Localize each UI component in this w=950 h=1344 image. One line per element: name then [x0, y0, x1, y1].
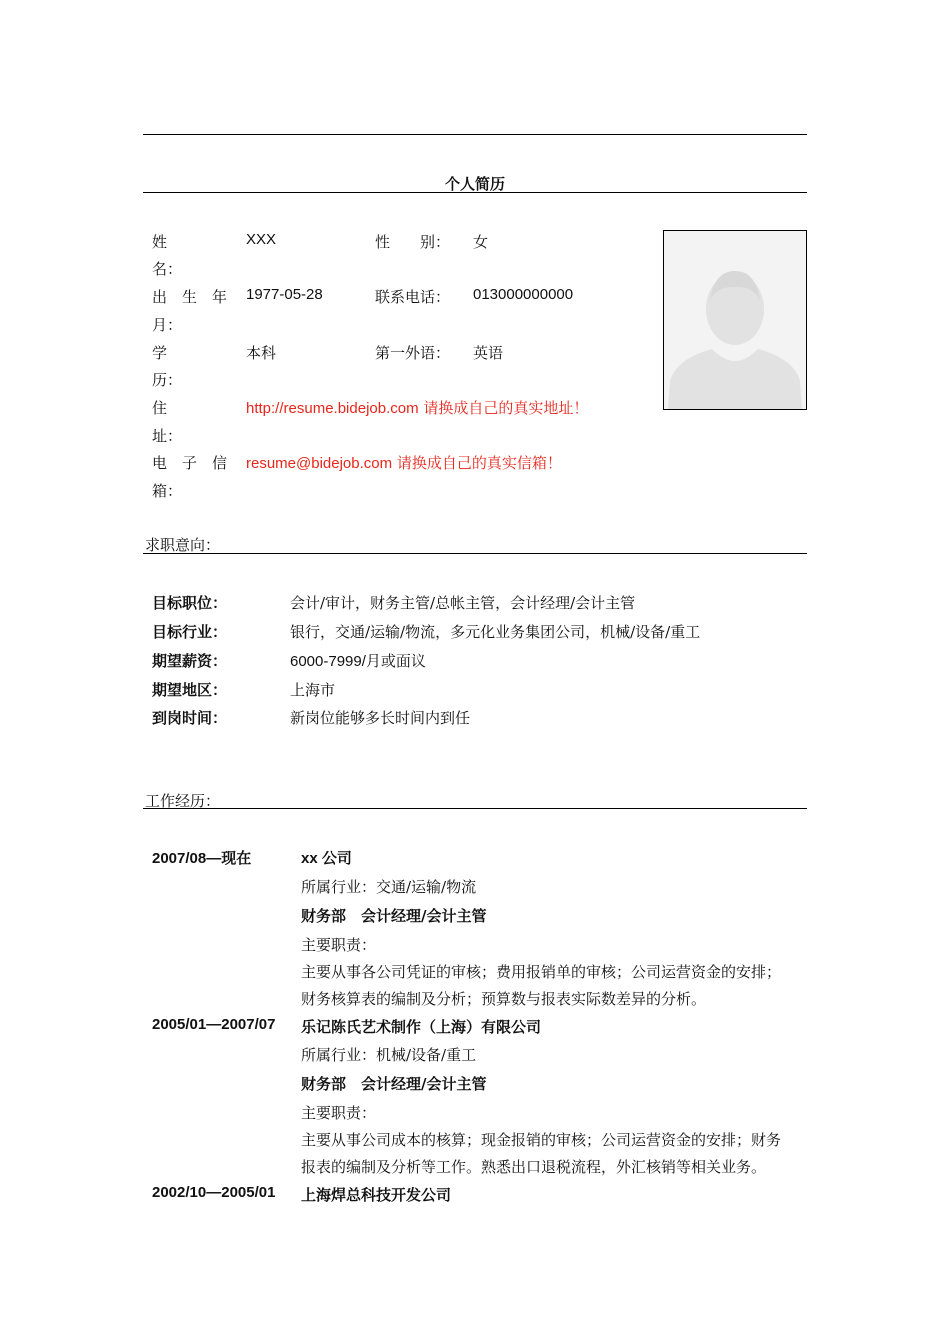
intent-label-industry: 目标行业： — [152, 623, 228, 641]
birth-label: 出 生 年 — [152, 288, 228, 306]
intent-value-industry: 银行，交通/运输/物流，多元化业务集团公司，机械/设备/重工 — [290, 623, 701, 641]
page-title: 个人简历 — [444, 175, 505, 193]
title-rule — [143, 192, 807, 193]
lang-value: 英语 — [473, 344, 504, 362]
job1-company: xx 公司 — [301, 850, 352, 867]
job2-duty-line2: 报表的编制及分析等工作。熟悉出口退税流程，外汇核销等相关业务。 — [301, 1158, 767, 1176]
addr-label-cont: 址： — [152, 427, 183, 445]
edu-value: 本科 — [246, 344, 277, 362]
intent-value-start: 新岗位能够多长时间内到任 — [290, 709, 471, 727]
job1-duty-line2: 财务核算表的编制及分析；预算数与报表实际数差异的分析。 — [301, 990, 707, 1008]
addr-value[interactable] — [246, 397, 588, 418]
job3-company: 上海焊总科技开发公司 — [301, 1186, 452, 1204]
edu-label-cont: 历： — [152, 371, 183, 389]
job2-period: 2005/01—2007/07 — [152, 1016, 276, 1033]
job2-company: 乐记陈氏艺术制作（上海）有限公司 — [301, 1018, 542, 1036]
intent-value-salary: 6000-7999/月或面议 — [290, 653, 426, 670]
job1-duty-line1: 主要从事各公司凭证的审核；费用报销单的审核；公司运营资金的安排； — [301, 963, 782, 981]
gender-label: 性 别： — [375, 233, 451, 251]
job3-period: 2002/10—2005/01 — [152, 1184, 276, 1201]
email-value[interactable] — [246, 452, 562, 473]
name-value: XXX — [246, 231, 277, 248]
addr-label: 住 — [152, 399, 168, 417]
intent-value-region: 上海市 — [290, 681, 336, 699]
email-address[interactable]: resume@bidejob.com — [246, 455, 393, 472]
edu-label: 学 — [152, 344, 168, 362]
addr-url[interactable]: http://resume.bidejob.com — [246, 400, 419, 417]
person-silhouette-icon — [664, 231, 806, 409]
phone-value: 013000000000 — [473, 286, 574, 303]
name-label: 姓 — [152, 233, 168, 251]
birth-label-cont: 月： — [152, 316, 183, 334]
lang-label: 第一外语： — [375, 344, 451, 362]
intent-label-start: 到岗时间： — [152, 709, 228, 727]
work-rule — [143, 808, 807, 809]
job2-position: 财务部 会计经理/会计主管 — [301, 1075, 487, 1093]
job1-industry: 所属行业：交通/运输/物流 — [301, 878, 477, 896]
addr-note: 请换成自己的真实地址！ — [418, 399, 589, 417]
job2-duty-label: 主要职责： — [301, 1104, 377, 1122]
intent-label-region: 期望地区： — [152, 681, 228, 699]
work-heading: 工作经历： — [145, 792, 221, 810]
top-rule — [143, 134, 807, 135]
job1-duty-label: 主要职责： — [301, 936, 377, 954]
email-note: 请换成自己的真实信箱！ — [392, 454, 562, 472]
job2-industry: 所属行业：机械/设备/重工 — [301, 1046, 477, 1064]
intent-heading: 求职意向： — [145, 536, 221, 554]
avatar-photo — [663, 230, 807, 410]
phone-label: 联系电话： — [375, 288, 451, 306]
email-label-cont: 箱： — [152, 482, 183, 500]
intent-label-position: 目标职位： — [152, 594, 228, 612]
name-label-cont: 名： — [152, 260, 183, 278]
intent-value-position: 会计/审计，财务主管/总帐主管，会计经理/会计主管 — [290, 594, 636, 612]
job1-period: 2007/08—现在 — [152, 850, 252, 867]
email-label: 电 子 信 — [152, 454, 228, 472]
gender-value: 女 — [473, 233, 489, 251]
intent-rule — [143, 553, 807, 554]
job2-duty-line1: 主要从事公司成本的核算；现金报销的审核；公司运营资金的安排；财务 — [301, 1131, 782, 1149]
job1-position: 财务部 会计经理/会计主管 — [301, 907, 487, 925]
birth-value: 1977-05-28 — [246, 286, 323, 303]
intent-label-salary: 期望薪资： — [152, 652, 228, 670]
